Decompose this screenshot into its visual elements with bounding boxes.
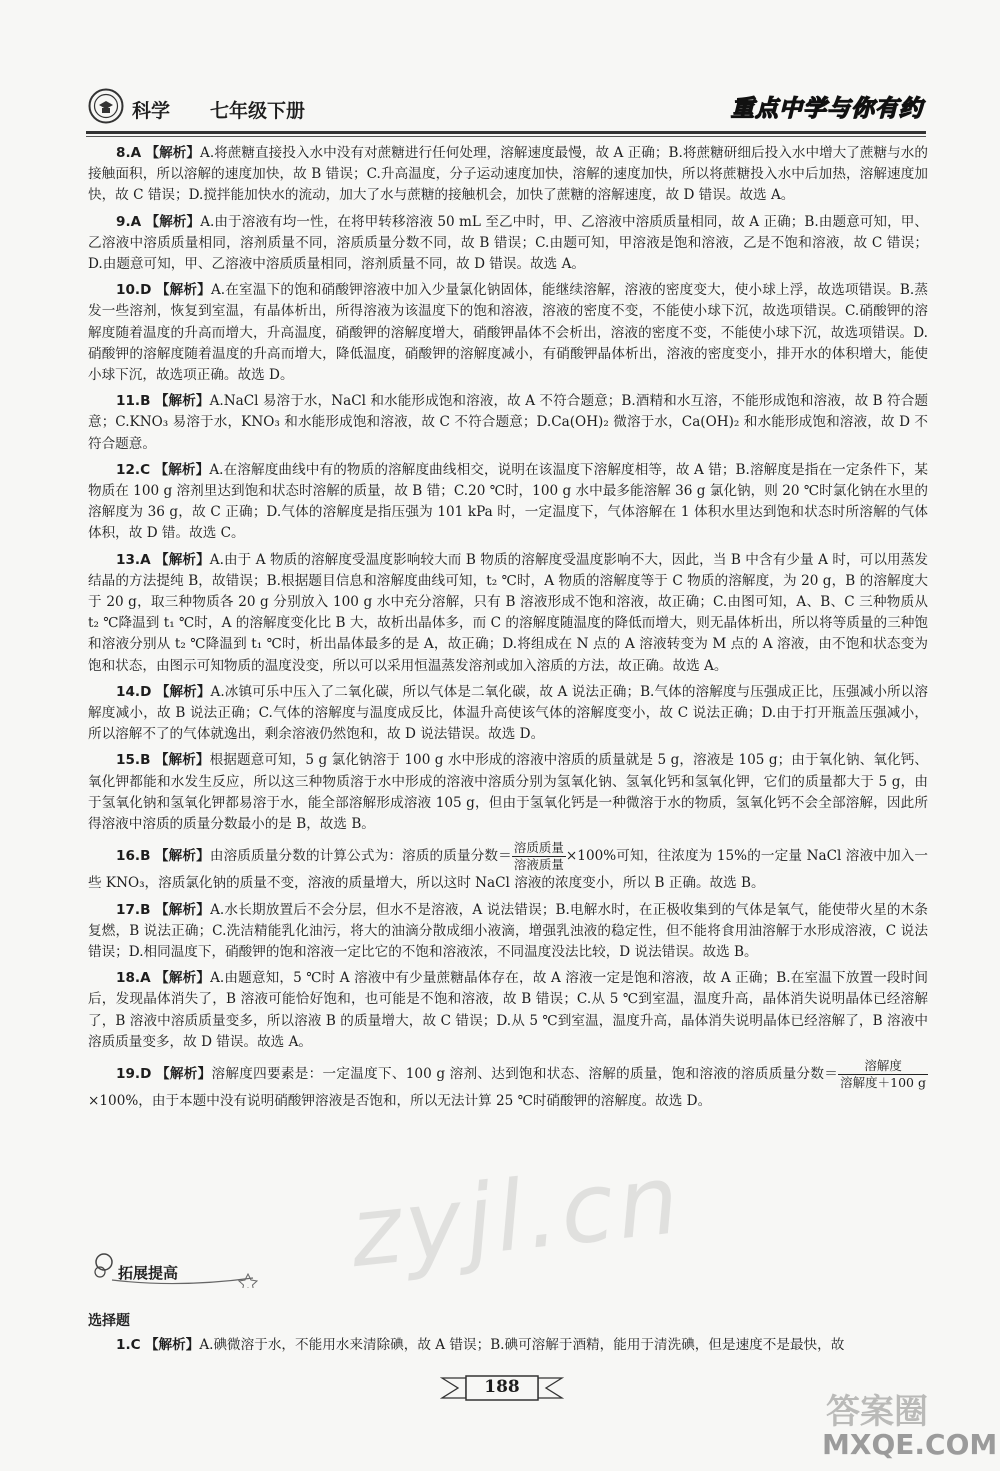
analysis-tag: 【解析】 xyxy=(155,1065,212,1082)
analysis-tag: 【解析】 xyxy=(145,145,200,161)
watermark-main: zyjl.cn xyxy=(345,1142,688,1290)
analysis-tag: 【解析】 xyxy=(155,970,211,987)
analysis-tag: 【解析】 xyxy=(155,282,211,299)
fraction xyxy=(838,1058,928,1091)
answer-item-14 xyxy=(88,682,928,746)
answer-text: 溶解度四要素是：一定温度下、100 g 溶剂、达到饱和状态、溶解的质量，饱和溶液的溶质质量分数＝ xyxy=(211,1065,839,1082)
answer-number: 16.B xyxy=(116,848,151,865)
answer-text: 由溶质质量分数的计算公式为：溶质的质量分数＝ xyxy=(209,848,512,865)
answer-number: 19.D xyxy=(116,1065,152,1082)
answer-text: A.在溶解度曲线中有的物质的溶解度曲线相交，说明在该温度下溶解度相等，故 A 错；B.溶解度是指在一定条件下，某物质在 100 g 溶剂里达到饱和状态时溶解的质量，故 B 错；C.20 ℃时，100 g 水中最多能溶解 36 g 氯化钠，则 20 ℃时氯化钠在水里的溶解度为 36 g，故 C 正确；D.气体的溶解度是指压强为 101 kPa 时，一定温度下，气体溶解在 1 体积水里达到饱和状态时所溶解的气体体积，故 D 错。故选 C。 xyxy=(88,461,929,542)
answer-number: 15.B xyxy=(116,752,151,769)
answer-text: 根据题意可知，5 g 氯化钠溶于 100 g 水中形成的溶液中溶质的质量就是 5 g，溶液是 105 g；由于氧化钠、氧化钙、氧化钾都能和水发生反应，所以这三种物质溶于水中形成的溶液中溶质分别为氢氧化钠、氢氧化钙和氢氧化钾，它们的质量都大于 5 g，由于氢氧化钠和氢氧化钾都易溶于水，能全部溶解形成溶液 105 g，但由于氢氧化钙是一种微溶于水的物质，氢氧化钙不会全部溶解，因此所得溶液中溶质的质量分数最小的是 B，故选 B。 xyxy=(88,752,928,833)
watermark-corner-bottom: MXQE.COM xyxy=(822,1428,998,1461)
answer-number: 1.C xyxy=(116,1337,141,1353)
answer-text: A.NaCl 易溶于水，NaCl 和水能形成饱和溶液，故 A 不符合题意；B.酒精和水互溶，不能形成饱和溶液，故 B 符合题意；C.KNO₃ 易溶于水，KNO₃ 和水能形成饱和溶液，故 C 不符合题意；D.Ca(OH)₂ 微溶于水，Ca(OH)₂ 和水能形成饱和溶液，故 D 不符合题意。 xyxy=(88,393,928,452)
analysis-tag: 【解析】 xyxy=(144,1337,200,1353)
section-subhead: 选择题 xyxy=(88,1313,130,1329)
page-number: 188 xyxy=(484,1377,520,1397)
analysis-tag: 【解析】 xyxy=(145,213,201,230)
answer-item-8 xyxy=(88,143,928,207)
answer-item-19 xyxy=(88,1058,928,1112)
answer-item-9 xyxy=(88,212,928,276)
school-logo-icon xyxy=(88,88,124,124)
fraction-denominator: 溶液质量 xyxy=(513,857,564,873)
header-subject: 科学 xyxy=(132,100,171,122)
answer-number: 17.B xyxy=(116,901,151,918)
answer-text: A.由于溶液有均一性，在将甲转移溶液 50 mL 至乙中时，甲、乙溶液中溶质质量相同，故 A 正确；B.由题意可知，甲、乙溶液中溶质质量相同，溶剂质量不同，溶质质量分数不同，故 B 错误；C.由题可知，甲溶液是饱和溶液，乙是不饱和溶液，故 C 错误；D.由题意可知，甲、乙溶液中溶质质量相同，溶剂质量不同，故 D 错误。故选 A。 xyxy=(88,213,928,273)
answer-number: 12.C xyxy=(116,461,151,478)
answer-number: 18.A xyxy=(116,970,151,987)
answer-item-17 xyxy=(88,900,928,964)
answer-text: A.冰镇可乐中压入了二氧化碳，所以气体是二氧化碳，故 A 说法正确；B.气体的溶解度与压强成正比，压强减小所以溶解度减小，故 B 说法正确；C.气体的溶解度与温度成反比，体温升高使该气体的溶解度变小，故 C 说法正确；D.由于打开瓶盖压强减小，所以溶解不了的气体就逸出，剩余溶液仍然饱和，故 D 说法错误。故选 D。 xyxy=(88,683,929,743)
fraction-denominator: 溶解度＋100 g xyxy=(840,1074,926,1090)
header-grade: 七年级下册 xyxy=(210,100,306,122)
answer-item-ext-1 xyxy=(88,1335,928,1356)
analysis-tag: 【解析】 xyxy=(154,752,210,769)
header-brand: 重点中学与你有约 xyxy=(731,96,923,122)
answer-text: A.由题意知，5 ℃时 A 溶液中有少量蔗糖晶体存在，故 A 溶液一定是饱和溶液，故 A 正确；B.在室温下放置一段时间后，发现晶体消失了，B 溶液可能恰好饱和，也可能是不饱和溶液，故 B 错误；C.从 5 ℃到室温，温度升高，晶体消失说明晶体已经溶解了，B 溶液中溶质质量变多，所以溶液 B 的质量增大，故 C 错误；D.从 5 ℃到室温，温度升高，晶体消失说明晶体已经溶解了，B 溶液中溶质质量变多，故 D 错误。故选 A。 xyxy=(88,970,929,1050)
answer-number: 14.D xyxy=(116,683,152,700)
watermark-corner-top: 答案圈 xyxy=(826,1392,928,1432)
analysis-tag: 【解析】 xyxy=(155,551,210,568)
fraction xyxy=(512,840,566,873)
answer-item-18 xyxy=(88,968,928,1053)
answer-number: 10.D xyxy=(116,282,152,299)
answer-item-15 xyxy=(88,750,928,835)
answer-text: A.将蔗糖直接投入水中没有对蔗糖进行任何处理，溶解速度最慢，故 A 正确；B.将蔗糖研细后投入水中增大了蔗糖与水的接触面积，所以溶解的速度加快，故 B 错误；C.升高温度，分子运动速度加快，溶解的速度加快，所以将蔗糖投入水中后加热，溶解速度加快，故 C 错误；D.搅拌能加快水的流动，加大了水与蔗糖的接触机会，加快了蔗糖的溶解速度，故 D 错误。故选 A。 xyxy=(88,145,929,204)
answer-text: A.碘微溶于水，不能用水来清除碘，故 A 错误；B.碘可溶解于酒精，能用于清洗碘，但是速度不是最快，故 xyxy=(199,1337,845,1353)
answer-number: 11.B xyxy=(116,393,151,410)
header-divider-thin xyxy=(86,136,926,137)
answer-number: 13.A xyxy=(116,551,151,568)
page-header xyxy=(88,86,923,130)
section-title: 拓展提高 xyxy=(118,1264,179,1282)
answer-list xyxy=(88,143,928,1117)
header-divider xyxy=(86,131,926,134)
fraction-numerator: 溶质质量 xyxy=(513,840,564,856)
answer-text-cont: ×100%可知，往浓度为 15%的一定量 NaCl 溶液中加入一些 KNO₃，溶质氯化钠的质量不变，溶液的质量增大，所以这时 NaCl 溶液的浓度变小，所以 B 正确。故选 B。 xyxy=(88,848,929,892)
answer-text: A.水长期放置后不会分层，但水不是溶液，A 说法错误；B.电解水时，在正极收集到的气体是氧气，能使带火星的木条复燃，B 说法正确；C.洗洁精能乳化油污，将大的油滴分散成细小液滴，增强乳浊液的稳定性，但不能将食用油溶解于水形成溶液，C 说法错误；D.相同温度下，硝酸钾的饱和溶液一定比它的不饱和溶液浓，不同温度没法比较，D 说法错误。故选 B。 xyxy=(88,901,929,960)
answer-text-cont: ×100%，由于本题中没有说明硝酸钾溶液是否饱和，所以无法计算 25 ℃时硝酸钾的溶解度。故选 D。 xyxy=(88,1092,712,1109)
answer-item-11 xyxy=(88,391,928,455)
analysis-tag: 【解析】 xyxy=(155,683,211,700)
answer-text: A.由于 A 物质的溶解度受温度影响较大而 B 物质的溶解度受温度影响不大，因此，当 B 中含有少量 A 时，可以用蒸发结晶的方法提纯 B，故错误；B.根据题目信息和溶解度曲线可知，t₂ ℃时，A 物质的溶解度等于 C 物质的溶解度，为 20 g，B 的溶解度大于 20 g，取三种物质各 20 g 分别放入 100 g 水中充分溶解，只有 B 溶液形成不饱和溶液，故正确；C.由图可知，A、B、C 三种物质从 t₂ ℃降温到 t₁ ℃时，A 的溶解度变化比 B 大，故析出晶体多，而 C 的溶解度随温度的降低而增大，则无晶体析出，所以将等质量的三种饱和溶液分别从 t₂ ℃降温到 t₁ ℃时，析出晶体最多的是 A，故正确；D.将组成在 N 点的 A 溶液转变为 M 点的 A 溶液，由不饱和状态变为饱和状态，由图示可知物质的温度没变，所以可以采用恒温蒸发溶剂或加入溶质的方法，故正确。故选 A。 xyxy=(88,551,928,674)
analysis-tag: 【解析】 xyxy=(154,901,211,918)
analysis-tag: 【解析】 xyxy=(154,393,210,410)
answer-item-13 xyxy=(88,550,928,677)
answer-number: 8.A xyxy=(116,145,142,161)
answer-text: A.在室温下的饱和硝酸钾溶液中加入少量氯化钠固体，能继续溶解，溶液的密度变大，使小球上浮，故选项错误。B.蒸发一些溶剂，恢复到室温，有晶体析出，所得溶液为该温度下的饱和溶液，溶液的密度不变，不能使小球下沉，故选项错误。C.硝酸钾的溶解度随着温度的升高而增大，升高温度，硝酸钾的溶解度增大，硝酸钾晶体不会析出，溶液的密度不变，不能使小球下沉，故选项错误。D.硝酸钾的溶解度随着温度的升高而增大，降低温度，硝酸钾的溶解度减小，有硝酸钾晶体析出，溶液的密度变小，排开水的体积增大，能使小球下沉，故选项正确。故选 D。 xyxy=(88,282,928,384)
answer-number: 9.A xyxy=(116,213,142,230)
analysis-tag: 【解析】 xyxy=(154,461,210,478)
analysis-tag: 【解析】 xyxy=(154,848,210,865)
fraction-numerator: 溶解度 xyxy=(838,1058,928,1075)
answer-item-16 xyxy=(88,840,928,894)
answer-item-10 xyxy=(88,280,928,386)
answer-item-12 xyxy=(88,460,928,545)
